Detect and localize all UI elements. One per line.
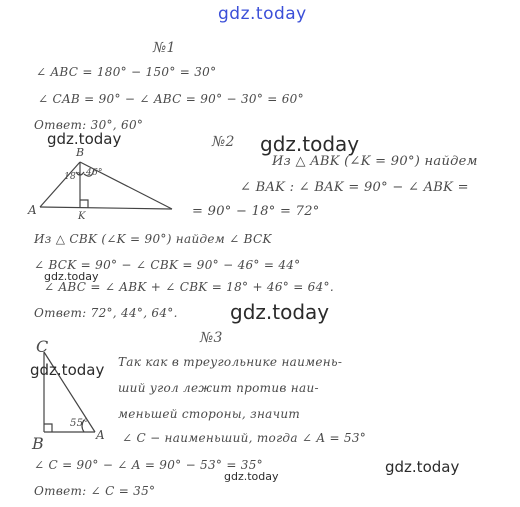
fig2-label-k: K [78, 211, 86, 222]
watermark: gdz.today [30, 361, 105, 379]
task1-number: №1 [153, 40, 176, 56]
fig2-angle2: 46° [86, 168, 103, 178]
task3-line1: Так как в треугольнике наимень- [118, 355, 343, 369]
task2-line2: ∠ BAK : ∠ BAK = 90° − ∠ ABK = [240, 180, 469, 195]
triangle-side-ab [40, 162, 80, 207]
watermark-top: gdz.today [218, 4, 307, 24]
fig2-angle1: 18° [64, 172, 81, 182]
task2-line4: Из △ CBK (∠K = 90°) найдем ∠ BCK [34, 232, 272, 246]
task2-answer: Ответ: 72°, 44°, 64°. [34, 306, 178, 320]
fig3-angle: 55° [70, 418, 89, 429]
task2-line1: Из △ ABK (∠K = 90°) найдем [272, 154, 478, 169]
watermark: gdz.today [47, 130, 122, 148]
task3-line4: ∠ C − наименьший, тогда ∠ A = 53° [122, 431, 367, 445]
triangle-abc-figure [40, 162, 172, 209]
watermark: gdz.today [44, 270, 99, 283]
fig3-label-a: A [96, 428, 105, 442]
task2-line3: = 90° − 18° = 72° [192, 204, 320, 219]
fig3-label-b: B [32, 434, 45, 453]
task3-line3: меньшей стороны, значит [118, 407, 301, 421]
right-angle-mark-3 [44, 424, 52, 432]
task3-answer: Ответ: ∠ C = 35° [34, 484, 156, 498]
task1-answer: Ответ: 30°, 60° [34, 118, 144, 132]
task1-line2: ∠ CAB = 90° − ∠ ABC = 90° − 30° = 60° [38, 92, 304, 106]
fig2-label-a: A [28, 203, 37, 217]
fig2-label-b: B [76, 146, 85, 159]
watermark: gdz.today [260, 132, 360, 156]
watermark: gdz.today [385, 458, 460, 476]
task2-number: №2 [212, 134, 235, 150]
task3-line2: ший угол лежит против наи- [118, 381, 319, 395]
triangle-base-ac [40, 207, 172, 209]
task2-line6: ∠ ABC = ∠ ABK + ∠ CBK = 18° + 46° = 64°. [44, 280, 334, 294]
task2-line5: ∠ BCK = 90° − ∠ CBK = 90° − 46° = 44° [34, 258, 301, 272]
fig3-label-c: C [36, 337, 49, 356]
task3-line5: ∠ C = 90° − ∠ A = 90° − 53° = 35° [34, 458, 263, 472]
task1-line1: ∠ ABC = 180° − 150° = 30° [36, 65, 217, 79]
right-angle-mark [80, 200, 88, 208]
watermark: gdz.today [224, 470, 279, 483]
watermark: gdz.today [230, 300, 330, 324]
task3-number: №3 [200, 330, 223, 346]
